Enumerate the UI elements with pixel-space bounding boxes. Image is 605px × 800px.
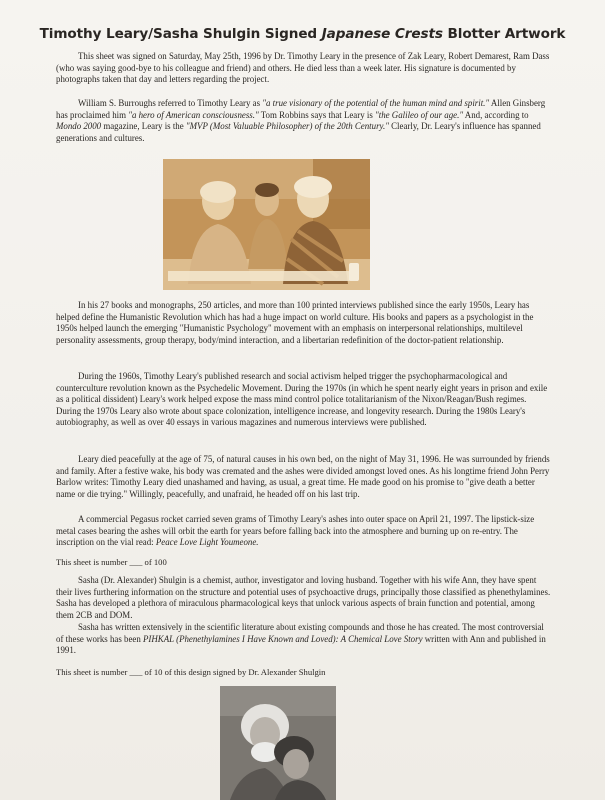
sheet-number-shulgin: This sheet is number ___ of 10 of this design signed by Dr. Alexander Shulgin: [56, 667, 326, 677]
quotes-text-c: Allen Ginsberg has proclaimed him: [56, 98, 546, 120]
quotes-ginsberg: "a hero of American consciousness.": [128, 109, 259, 120]
paragraph-quotes: [56, 98, 552, 144]
quotes-text-a: William S. Burroughs referred to Timothy Leary as: [78, 98, 263, 108]
paragraph-pihkal-text-a: Sasha has written extensively in the scientific literature about existing compounds and those he has created. The most controversial of these works has been: [56, 622, 544, 644]
quotes-mvp: "MVP (Most Valuable Philosopher) of the 20th Century.": [185, 121, 389, 132]
quotes-burroughs: "a true visionary of the potential of the human mind and spirit.": [262, 98, 490, 108]
leary-group-photo: [163, 159, 370, 290]
quotes-robbins: "the Galileo of our age.": [375, 109, 464, 120]
shulgin-couple-photo-image: [220, 686, 336, 800]
vial-inscription: Peace Love Light Youmeone.: [155, 537, 259, 548]
shulgin-couple-photo: [220, 686, 336, 800]
quotes-text-g: And, according to: [463, 109, 529, 120]
pihkal-title: PIHKAL (Phenethylamines I Have Known and Loved): A Chemical Love Story: [143, 633, 423, 644]
paragraph-pihkal: [56, 622, 552, 657]
quotes-text-i: magazine, Leary is the: [101, 121, 186, 132]
paragraph-death: [56, 454, 552, 500]
paragraph-death-text: Leary died peacefully at the age of 75, of natural causes in his own bed, on the night of May 31, 1996. He was surrounded by friends and family. After a festive wake, his body was cremated and the ashes were divided amongst loved ones. As his longtime friend John Perry Barlow writes: Timothy Leary died unashamed and having, as usual, a great time. He made good on his promise to "give death a better name or die trying." Willingly, peacefully, and unafraid, he headed off on his last trip.: [56, 454, 550, 499]
leary-group-photo-image: [163, 159, 370, 290]
paragraph-1960s: [56, 371, 552, 429]
paragraph-rocket: [56, 514, 552, 549]
paragraph-signing: [56, 51, 552, 86]
paragraph-1960s-text: During the 1960s, Timothy Leary's published research and social activism helped trigger the psychopharmacological and counterculture revolution known as the Psychedelic Movement. During the 1970s (in which he spent nearly eight years in prison and exile as a political dissident) Leary's work helped expose the mass mind control police totalitarianism of the Nixon/Reagan/Bush regimes. During the 1970s Leary also wrote about space colonization, intelligence increase, and longevity research. During the 1980s Leary's autobiography, as well as over 40 essays in various magazines and numerous interviews were published.: [56, 371, 548, 428]
quotes-text-e: Tom Robbins says that Leary is: [258, 109, 375, 120]
quotes-text-k: Clearly, Dr. Leary's influence has spanned generations and cultures.: [56, 121, 541, 143]
paragraph-books-text: In his 27 books and monographs, 250 articles, and more than 100 printed interviews published since the early 1950s, Leary has helped define the Humanistic Revolution which has had a huge impact on world culture. His books and papers as a psychologist in the 1950s helped launch the emerging "Humanistic Psychology" movement with an emphasis on interpersonal relationships, multilevel personality assessments, group therapy, body/mind interaction, and a libertarian redefinition of the doctor-patient relationship.: [56, 300, 534, 345]
title-part-1: Timothy Leary/Sasha Shulgin Signed: [39, 26, 322, 42]
paragraph-pihkal-text-c: written with Ann and published in 1991.: [56, 633, 546, 656]
quotes-mondo: Mondo 2000: [56, 121, 102, 132]
paragraph-rocket-text: A commercial Pegasus rocket carried seven grams of Timothy Leary's ashes into outer space on April 21, 1997. The lipstick-size metal cases bearing the ashes will orbit the earth for years before falling back into the atmosphere and burning up on re-entry. The inscription on the vial read:: [56, 514, 535, 548]
title-part-3: Blotter Artwork: [442, 26, 566, 42]
paragraph-books: [56, 300, 552, 346]
sheet-number-leary: This sheet is number ___ of 100: [56, 557, 167, 567]
paragraph-shulgin-text: Sasha (Dr. Alexander) Shulgin is a chemist, author, investigator and loving husband. Together with his wife Ann, they have spent their lives furthering information on the structure and potential uses of psychoactive drugs, principally those classified as phenethylamines. Sasha has developed a plethora of miraculous pharmacological keys that unlock various aspects of brain function and potential, among them 2CB and DOM.: [56, 575, 551, 620]
paragraph-signing-text: This sheet was signed on Saturday, May 25th, 1996 by Dr. Timothy Leary in the presence of Zak Leary, Robert Demarest, Ram Dass (who was saying good-bye to his colleague and friend) and others. He died less than a week later. His signature is documented by photographs taken that day and letters regarding the project.: [56, 51, 550, 85]
document-title: [0, 26, 605, 42]
title-part-2: Japanese Crests: [321, 26, 443, 42]
paragraph-shulgin: [56, 575, 552, 621]
